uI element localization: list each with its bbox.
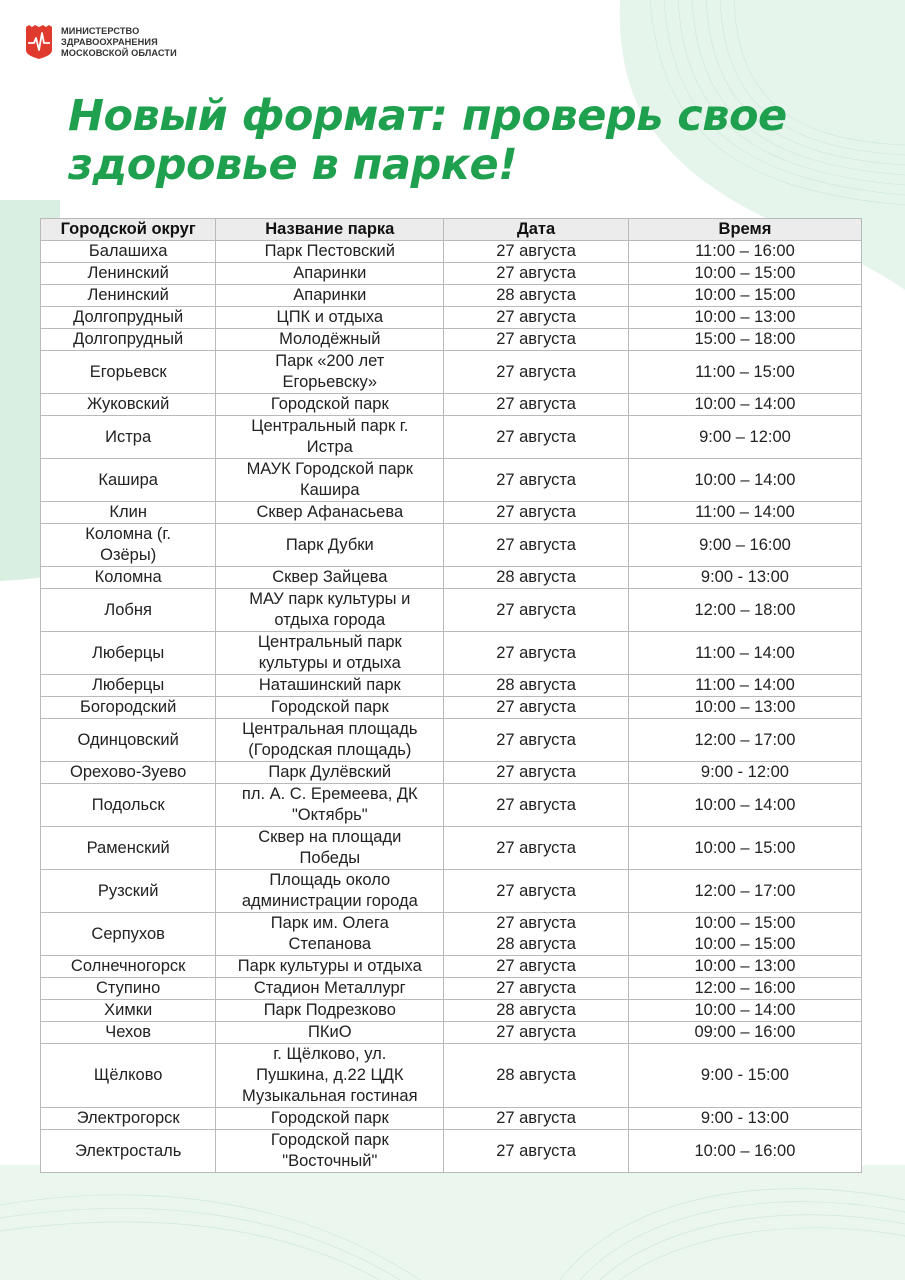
cell-time-line: 11:00 – 14:00	[695, 503, 795, 521]
table-row	[41, 329, 862, 351]
cell-date-line: 27 августа	[496, 264, 576, 282]
cell-date	[444, 719, 629, 762]
cell-date-line: 27 августа	[496, 698, 576, 716]
table-row	[41, 416, 862, 459]
page-title-line2: здоровье в парке!	[68, 140, 518, 190]
table-body	[41, 241, 862, 1173]
table-row	[41, 285, 862, 307]
cell-district: Орехово-Зуево	[41, 762, 216, 784]
cell-park-name	[216, 784, 444, 827]
cell-park-name-line: ПКиО	[308, 1023, 352, 1041]
cell-district: Люберцы	[41, 675, 216, 697]
cell-park-name	[216, 589, 444, 632]
cell-park-name	[216, 827, 444, 870]
cell-park-name-line: Сквер на площади	[258, 828, 402, 846]
cell-park-name-line: Егорьевску»	[282, 373, 378, 391]
cell-date	[444, 263, 629, 285]
cell-district: Коломна	[41, 567, 216, 589]
cell-park-name	[216, 632, 444, 675]
cell-district: Богородский	[41, 697, 216, 719]
cell-district: Ленинский	[41, 263, 216, 285]
cell-date	[444, 524, 629, 567]
cell-park-name-line: МАУ парк культуры и	[249, 590, 411, 608]
table-row	[41, 827, 862, 870]
table-row	[41, 263, 862, 285]
cell-date-line: 28 августа	[496, 1001, 576, 1019]
ministry-name-line2: ЗДРАВООХРАНЕНИЯ	[61, 36, 158, 47]
cell-district: Одинцовский	[41, 719, 216, 762]
table-row	[41, 697, 862, 719]
cell-park-name	[216, 567, 444, 589]
table-row	[41, 956, 862, 978]
table-row	[41, 632, 862, 675]
cell-park-name-line: "Октябрь"	[291, 806, 368, 824]
cell-date-line: 28 августа	[496, 935, 576, 953]
heartbeat-shield-icon	[25, 24, 53, 60]
cell-park-name-line: Кашира	[299, 481, 360, 499]
cell-time-line: 9:00 - 12:00	[700, 763, 789, 781]
cell-district: Солнечногорск	[41, 956, 216, 978]
cell-park-name-line: Парк Пестовский	[264, 242, 395, 260]
cell-date-line: 27 августа	[496, 330, 576, 348]
cell-park-name-line: Центральный парк	[257, 633, 402, 651]
cell-park-name-line: Стадион Металлург	[253, 979, 406, 997]
cell-time-line: 10:00 – 14:00	[694, 1001, 796, 1019]
cell-time	[628, 632, 861, 675]
cell-park-name	[216, 870, 444, 913]
cell-time-line: 10:00 – 15:00	[694, 286, 796, 304]
cell-park-name-line: Городской парк	[270, 698, 389, 716]
cell-park-name	[216, 1108, 444, 1130]
cell-date-line: 27 августа	[496, 503, 576, 521]
cell-date-line: 27 августа	[496, 470, 576, 489]
cell-time	[628, 351, 861, 394]
table-row	[41, 978, 862, 1000]
cell-time-line: 10:00 – 15:00	[694, 264, 796, 282]
cell-park-name-line: Наташинский парк	[258, 676, 401, 694]
cell-time-line: 10:00 – 14:00	[694, 470, 796, 489]
cell-park-name	[216, 956, 444, 978]
cell-park-name-line: Центральный парк г.	[251, 417, 409, 435]
cell-date-line: 27 августа	[496, 427, 576, 446]
cell-time	[628, 1022, 861, 1044]
table-row	[41, 524, 862, 567]
cell-time-line: 15:00 – 18:00	[694, 330, 796, 348]
table-row	[41, 502, 862, 524]
cell-park-name-line: Площадь около	[269, 871, 391, 889]
cell-date	[444, 241, 629, 263]
cell-time-line: 10:00 – 13:00	[694, 957, 796, 975]
cell-park-name-line: Парк «200 лет	[275, 352, 385, 370]
cell-time-line: 10:00 – 14:00	[694, 795, 796, 814]
cell-date	[444, 307, 629, 329]
cell-park-name	[216, 502, 444, 524]
cell-time-line: 12:00 – 16:00	[694, 979, 796, 997]
cell-date	[444, 1130, 629, 1173]
cell-time-line: 12:00 – 18:00	[694, 600, 796, 619]
table-row	[41, 1000, 862, 1022]
ministry-name-line3: МОСКОВСКОЙ ОБЛАСТИ	[61, 47, 177, 58]
cell-date	[444, 589, 629, 632]
cell-district: Чехов	[41, 1022, 216, 1044]
cell-date-line: 27 августа	[496, 395, 576, 413]
cell-district: Электросталь	[41, 1130, 216, 1173]
cell-park-name	[216, 978, 444, 1000]
cell-park-name	[216, 307, 444, 329]
cell-time	[628, 241, 861, 263]
cell-date	[444, 697, 629, 719]
cell-date	[444, 329, 629, 351]
cell-district: Егорьевск	[41, 351, 216, 394]
cell-time	[628, 827, 861, 870]
cell-park-name-line: культуры и отдыха	[258, 654, 401, 672]
cell-park-name	[216, 697, 444, 719]
cell-date-line: 28 августа	[496, 1066, 576, 1084]
cell-time	[628, 285, 861, 307]
cell-time-line: 10:00 – 13:00	[694, 308, 796, 326]
cell-date-line: 27 августа	[496, 643, 576, 662]
cell-district: Кашира	[41, 459, 216, 502]
cell-date	[444, 784, 629, 827]
cell-date-line: 27 августа	[496, 242, 576, 260]
cell-park-name	[216, 524, 444, 567]
cell-district: Электрогорск	[41, 1108, 216, 1130]
cell-time	[628, 1130, 861, 1173]
cell-park-name-line: Сквер Афанасьева	[256, 503, 404, 521]
cell-park-name	[216, 1130, 444, 1173]
cell-park-name	[216, 762, 444, 784]
cell-park-name	[216, 263, 444, 285]
cell-park-name	[216, 394, 444, 416]
cell-time	[628, 394, 861, 416]
cell-date	[444, 394, 629, 416]
cell-park-name	[216, 1000, 444, 1022]
cell-park-name	[216, 241, 444, 263]
cell-district: Балашиха	[41, 241, 216, 263]
page-title-line1: Новый формат: проверь свое	[68, 91, 787, 141]
cell-time	[628, 307, 861, 329]
cell-time	[628, 263, 861, 285]
cell-time-line: 12:00 – 17:00	[694, 730, 796, 749]
cell-district: Рузский	[41, 870, 216, 913]
cell-date	[444, 1022, 629, 1044]
cell-park-name	[216, 351, 444, 394]
cell-park-name-line: Парк Подрезково	[263, 1001, 396, 1019]
cell-date-line: 27 августа	[496, 795, 576, 814]
cell-park-name	[216, 913, 444, 956]
table-row	[41, 719, 862, 762]
table-row	[41, 394, 862, 416]
cell-park-name	[216, 459, 444, 502]
cell-time	[628, 762, 861, 784]
cell-time-line: 10:00 – 16:00	[694, 1141, 796, 1160]
cell-time-line: 11:00 – 16:00	[695, 242, 795, 260]
table-row	[41, 351, 862, 394]
cell-park-name-line: Победы	[299, 849, 361, 867]
cell-time	[628, 329, 861, 351]
cell-date	[444, 285, 629, 307]
cell-date	[444, 459, 629, 502]
cell-park-name-line: Истра	[306, 438, 353, 456]
cell-district: Долгопрудный	[41, 329, 216, 351]
cell-park-name-line: Парк культуры и отдыха	[237, 957, 422, 975]
cell-time-line: 9:00 - 13:00	[700, 568, 789, 586]
cell-park-name	[216, 719, 444, 762]
cell-district: Раменский	[41, 827, 216, 870]
header-district: Городской округ	[41, 219, 216, 241]
cell-date	[444, 870, 629, 913]
table-row	[41, 589, 862, 632]
bg-tint-bottom	[0, 1165, 905, 1280]
cell-park-name-line: Парк им. Олега	[270, 914, 389, 932]
cell-park-name-line: Пушкина, д.22 ЦДК	[256, 1066, 404, 1084]
cell-date	[444, 632, 629, 675]
cell-district: Щёлково	[41, 1044, 216, 1108]
cell-park-name-line: Городской парк	[270, 1131, 389, 1149]
cell-date	[444, 913, 629, 956]
cell-park-name-line: Апаринки	[293, 286, 367, 304]
cell-time	[628, 416, 861, 459]
cell-date	[444, 502, 629, 524]
ministry-name-line1: МИНИСТЕРСТВО	[61, 25, 140, 36]
cell-date	[444, 351, 629, 394]
cell-date-line: 27 августа	[496, 1141, 576, 1160]
cell-time	[628, 567, 861, 589]
cell-park-name-line: Центральная площадь	[242, 720, 418, 738]
cell-time	[628, 870, 861, 913]
cell-date-line: 28 августа	[496, 286, 576, 304]
cell-park-name-line: Музыкальная гостиная	[242, 1087, 418, 1105]
cell-time	[628, 524, 861, 567]
cell-park-name-line: ЦПК и отдыха	[276, 308, 384, 326]
cell-park-name-line: Парк Дулёвский	[268, 763, 392, 781]
cell-time	[628, 697, 861, 719]
header-date: Дата	[444, 219, 629, 241]
table-row	[41, 567, 862, 589]
cell-time	[628, 1108, 861, 1130]
cell-time	[628, 1000, 861, 1022]
cell-district: Долгопрудный	[41, 307, 216, 329]
cell-district: Серпухов	[41, 913, 216, 956]
cell-park-name-line: Городской парк	[270, 395, 389, 413]
cell-time-line: 9:00 - 13:00	[700, 1109, 789, 1127]
cell-district: Ступино	[41, 978, 216, 1000]
cell-park-name	[216, 416, 444, 459]
cell-date	[444, 1108, 629, 1130]
cell-time	[628, 459, 861, 502]
cell-date-line: 27 августа	[496, 957, 576, 975]
table-row	[41, 241, 862, 263]
cell-district: Ленинский	[41, 285, 216, 307]
cell-time	[628, 784, 861, 827]
cell-time-line: 9:00 – 12:00	[699, 427, 791, 446]
cell-date	[444, 762, 629, 784]
table-row	[41, 307, 862, 329]
cell-park-name-line: Сквер Зайцева	[272, 568, 388, 586]
cell-date-line: 27 августа	[496, 362, 576, 381]
cell-park-name	[216, 1044, 444, 1108]
cell-time	[628, 956, 861, 978]
cell-park-name-line: Апаринки	[293, 264, 367, 282]
cell-date	[444, 416, 629, 459]
cell-date-line: 27 августа	[496, 1109, 576, 1127]
cell-district: Истра	[41, 416, 216, 459]
table-row	[41, 459, 862, 502]
table-row	[41, 784, 862, 827]
cell-park-name-line: Парк Дубки	[285, 535, 374, 554]
cell-date	[444, 827, 629, 870]
cell-district: Люберцы	[41, 632, 216, 675]
cell-time-line: 10:00 – 13:00	[694, 698, 796, 716]
cell-district: Лобня	[41, 589, 216, 632]
page-title	[68, 92, 868, 190]
cell-date-line: 28 августа	[496, 676, 576, 694]
table-row	[41, 1130, 862, 1173]
ministry-name	[61, 26, 177, 59]
cell-park-name-line: Городской парк	[270, 1109, 389, 1127]
cell-date-line: 27 августа	[496, 763, 576, 781]
cell-date-line: 27 августа	[496, 730, 576, 749]
cell-time	[628, 1044, 861, 1108]
cell-park-name-line: администрации города	[241, 892, 418, 910]
cell-district: Жуковский	[41, 394, 216, 416]
cell-time-line: 9:00 – 16:00	[699, 535, 791, 554]
cell-park-name-line: пл. А. С. Еремеева, ДК	[241, 785, 418, 803]
table-row	[41, 1044, 862, 1108]
cell-time-line: 10:00 – 14:00	[694, 395, 796, 413]
cell-park-name-line: Молодёжный	[279, 330, 381, 348]
cell-park-name	[216, 285, 444, 307]
cell-date	[444, 1044, 629, 1108]
cell-time-line: 12:00 – 17:00	[694, 881, 796, 900]
cell-date	[444, 567, 629, 589]
cell-date-line: 27 августа	[496, 600, 576, 619]
cell-time	[628, 978, 861, 1000]
table-row	[41, 762, 862, 784]
cell-date-line: 27 августа	[496, 838, 576, 857]
cell-time	[628, 719, 861, 762]
cell-date	[444, 956, 629, 978]
table-row	[41, 870, 862, 913]
cell-park-name	[216, 329, 444, 351]
cell-park-name-line: (Городская площадь)	[248, 741, 412, 759]
cell-park-name	[216, 1022, 444, 1044]
cell-time-line: 11:00 – 14:00	[695, 643, 795, 662]
cell-time-line: 09:00 – 16:00	[694, 1023, 796, 1041]
cell-time-line: 11:00 – 14:00	[695, 676, 795, 694]
cell-park-name-line: г. Щёлково, ул.	[273, 1045, 387, 1063]
cell-date-line: 27 августа	[496, 979, 576, 997]
header-park-name: Название парка	[216, 219, 444, 241]
cell-time-line: 11:00 – 15:00	[695, 362, 795, 381]
table-row	[41, 1022, 862, 1044]
cell-date	[444, 1000, 629, 1022]
table-row	[41, 913, 862, 956]
cell-time	[628, 913, 861, 956]
cell-district: Коломна (г. Озёры)	[41, 524, 216, 567]
ministry-logo	[25, 24, 177, 60]
cell-date-line: 27 августа	[496, 308, 576, 326]
cell-park-name-line: "Восточный"	[282, 1152, 378, 1170]
cell-date-line: 28 августа	[496, 568, 576, 586]
cell-date-line: 27 августа	[496, 914, 576, 932]
cell-time-line: 10:00 – 15:00	[694, 935, 796, 953]
cell-time	[628, 589, 861, 632]
cell-time-line: 10:00 – 15:00	[694, 838, 796, 857]
cell-park-name	[216, 675, 444, 697]
cell-time	[628, 675, 861, 697]
cell-time	[628, 502, 861, 524]
cell-time-line: 10:00 – 15:00	[694, 914, 796, 932]
cell-park-name-line: МАУК Городской парк	[246, 460, 414, 478]
cell-district: Химки	[41, 1000, 216, 1022]
cell-district: Подольск	[41, 784, 216, 827]
cell-date	[444, 675, 629, 697]
cell-date-line: 27 августа	[496, 1023, 576, 1041]
cell-park-name-line: отдыха города	[274, 611, 386, 629]
cell-time-line: 9:00 - 15:00	[700, 1066, 789, 1084]
table-header-row	[41, 219, 862, 241]
cell-date-line: 27 августа	[496, 535, 576, 554]
cell-date	[444, 978, 629, 1000]
cell-district: Клин	[41, 502, 216, 524]
table-row	[41, 675, 862, 697]
header-time: Время	[628, 219, 861, 241]
cell-date-line: 27 августа	[496, 881, 576, 900]
cell-park-name-line: Степанова	[288, 935, 372, 953]
table-row	[41, 1108, 862, 1130]
schedule-table	[40, 218, 862, 1173]
